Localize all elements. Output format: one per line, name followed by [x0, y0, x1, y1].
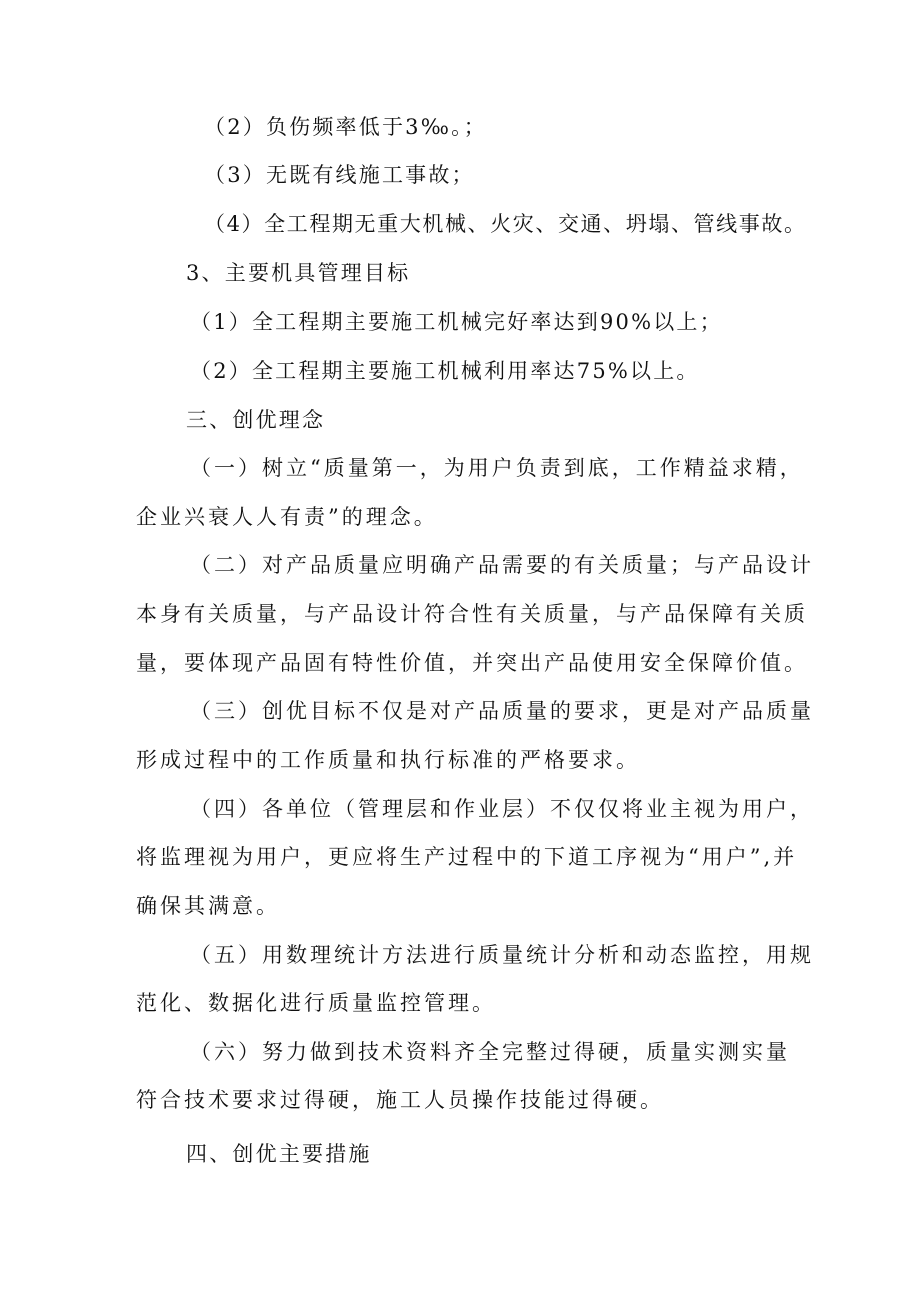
safety-goal-4: （4）全工程期无重大机械、火灾、交通、坍塌、管线事故。: [204, 212, 807, 236]
concept-6-line-1: （六）努力做到技术资料齐全完整过得硬，质量实测实量: [190, 1040, 790, 1064]
section-three-heading: 三、创优理念: [186, 408, 326, 432]
concept-5-line-2: 范化、数据化进行质量监控管理。: [136, 991, 496, 1015]
concept-1-line-2: 企业兴衰人人有责”的理念。: [136, 505, 438, 529]
concept-5-line-1: （五）用数理统计方法进行质量统计分析和动态监控，用规: [190, 943, 814, 967]
concept-1-line-1: （一）树立“质量第一，为用户负责到底，工作精益求精，: [190, 456, 804, 480]
concept-3-line-2: 形成过程中的工作质量和执行标准的严格要求。: [136, 748, 640, 772]
safety-goal-3: （3）无既有线施工事故；: [204, 163, 475, 187]
concept-4-line-2: 将监理视为用户，更应将生产过程中的下道工序视为“用户”,并: [136, 845, 798, 869]
machinery-goal-2: （2）全工程期主要施工机械利用率达75%以上。: [190, 359, 700, 383]
concept-2-line-2: 本身有关质量，与产品设计符合性有关质量，与产品保障有关质: [136, 602, 808, 626]
section-four-heading: 四、创优主要措施: [186, 1142, 372, 1166]
concept-3-line-1: （三）创优目标不仅是对产品质量的要求，更是对产品质量: [190, 699, 814, 723]
concept-6-line-2: 符合技术要求过得硬，施工人员操作技能过得硬。: [136, 1088, 664, 1112]
machinery-goal-1: （1）全工程期主要施工机械完好率达到90%以上；: [190, 310, 723, 334]
concept-4-line-3: 确保其满意。: [136, 894, 280, 918]
concept-2-line-3: 量，要体现产品固有特性价值，并突出产品使用安全保障价值。: [136, 651, 808, 675]
concept-2-line-1: （二）对产品质量应明确产品需要的有关质量；与产品设计: [190, 553, 814, 577]
safety-goal-2: （2）负伤频率低于3‰。；: [204, 115, 487, 139]
concept-4-line-1: （四）各单位（管理层和作业层）不仅仅将业主视为用户，: [190, 797, 814, 821]
section-3-heading: 3、主要机具管理目标: [186, 261, 411, 285]
